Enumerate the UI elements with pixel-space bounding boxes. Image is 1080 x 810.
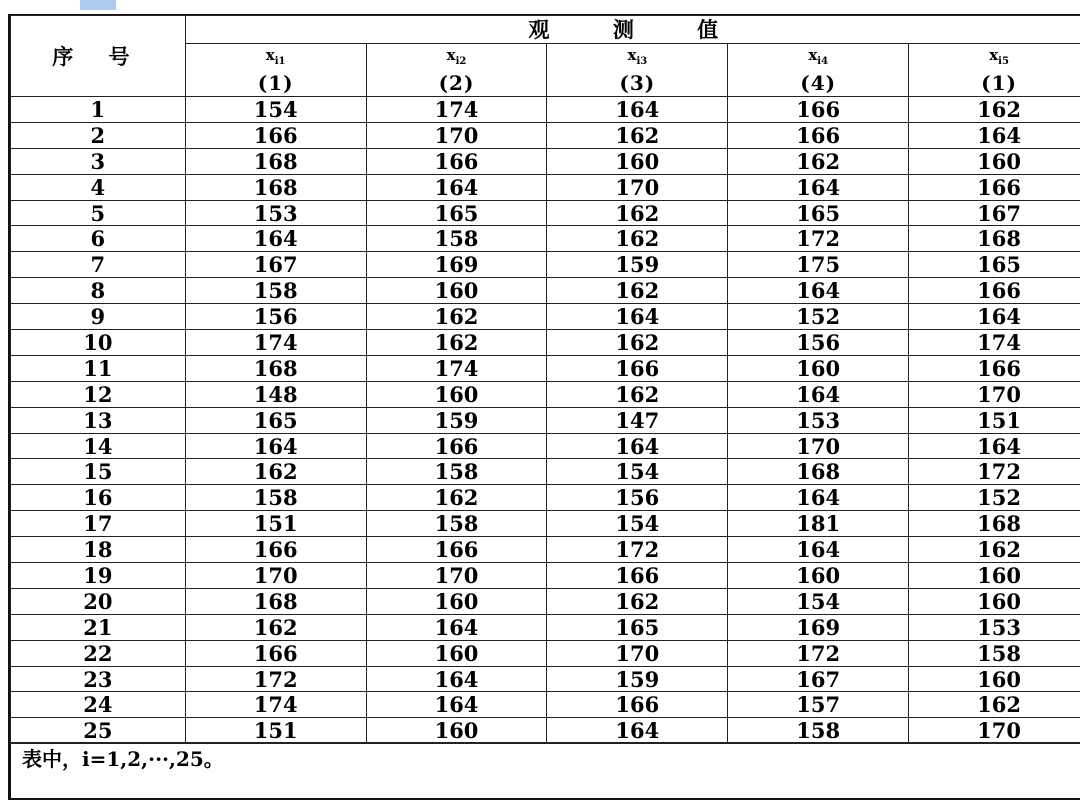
observation-cell: 172 [185,666,366,692]
variable-subscript: i5 [998,55,1009,67]
variable-subscript: i3 [636,55,648,67]
observation-cell: 165 [728,200,909,226]
observation-cell: 162 [547,330,728,356]
observation-cell: 147 [547,407,728,433]
observation-cell: 165 [366,200,547,226]
table-row [11,614,1080,640]
variable-name [728,45,908,67]
row-index: 25 [11,718,186,744]
observation-cell: 166 [909,355,1080,381]
observation-cell: 164 [728,537,909,563]
observation-cell: 168 [728,459,909,485]
observation-cell: 156 [185,304,366,330]
observation-table [10,15,1080,744]
table-row [11,407,1080,433]
variable-name [186,45,366,67]
observation-cell: 162 [185,614,366,640]
observation-cell: 160 [909,588,1080,614]
observation-cell: 164 [185,433,366,459]
observation-cell: 154 [728,588,909,614]
row-index: 9 [11,304,186,330]
observation-cell: 162 [728,148,909,174]
observation-cell: 160 [547,148,728,174]
observation-cell: 162 [547,588,728,614]
row-index: 18 [11,537,186,563]
observation-cell: 160 [366,588,547,614]
observation-cell: 174 [366,355,547,381]
row-index: 3 [11,148,186,174]
observation-cell: 162 [366,304,547,330]
row-index: 4 [11,174,186,200]
table-body [11,97,1080,744]
observation-cell: 175 [728,252,909,278]
observation-cell: 168 [185,174,366,200]
observation-cell: 169 [366,252,547,278]
column-header-2 [366,44,547,97]
observation-cell: 154 [185,97,366,123]
table-row [11,433,1080,459]
observation-cell: 153 [185,200,366,226]
observation-cell: 166 [185,537,366,563]
row-index: 1 [11,97,186,123]
variable-code: (1) [257,70,294,95]
observation-cell: 169 [728,614,909,640]
variable-symbol: x [627,45,637,64]
observation-cell: 166 [728,122,909,148]
observation-cell: 164 [366,614,547,640]
observation-cell: 166 [547,563,728,589]
observation-cell: 165 [547,614,728,640]
observation-cell: 160 [728,355,909,381]
observation-cell: 165 [185,407,366,433]
observation-cell: 164 [366,692,547,718]
column-header-3 [547,44,728,97]
table-note: 表中，i=1,2,···,25。 [22,747,224,771]
observation-cell: 151 [185,718,366,744]
observation-cell: 159 [366,407,547,433]
observation-cell: 162 [547,278,728,304]
row-index: 23 [11,666,186,692]
observation-cell: 162 [366,485,547,511]
table-row [11,252,1080,278]
table-row [11,459,1080,485]
observation-cell: 170 [547,640,728,666]
observation-cell: 168 [185,148,366,174]
observation-cell: 172 [728,640,909,666]
observation-cell: 170 [366,563,547,589]
table-row [11,174,1080,200]
observation-cell: 160 [366,718,547,744]
table-row [11,537,1080,563]
row-index: 6 [11,226,186,252]
observation-cell: 164 [547,718,728,744]
observation-cell: 164 [185,226,366,252]
column-header-1 [185,44,366,97]
observation-cell: 166 [909,174,1080,200]
table-row [11,278,1080,304]
observation-cell: 148 [185,381,366,407]
row-index: 15 [11,459,186,485]
observation-cell: 162 [547,200,728,226]
column-header-4 [728,44,909,97]
index-header: 序 号 [11,16,186,97]
observation-cell: 160 [366,278,547,304]
observation-cell: 166 [185,640,366,666]
observation-cell: 166 [728,97,909,123]
row-index: 16 [11,485,186,511]
observation-cell: 158 [185,485,366,511]
row-index: 5 [11,200,186,226]
variable-code: (2) [438,70,475,95]
observation-cell: 166 [366,433,547,459]
row-index: 12 [11,381,186,407]
row-index: 20 [11,588,186,614]
observation-cell: 162 [366,330,547,356]
observation-cell: 172 [547,537,728,563]
variable-subscript: i4 [817,55,829,67]
observation-cell: 166 [366,537,547,563]
observation-cell: 158 [909,640,1080,666]
observation-cell: 162 [185,459,366,485]
observation-cell: 174 [366,97,547,123]
table-row [11,692,1080,718]
observation-cell: 172 [728,226,909,252]
observation-cell: 164 [547,304,728,330]
table-row [11,511,1080,537]
observation-cell: 165 [909,252,1080,278]
observation-cell: 152 [909,485,1080,511]
observation-cell: 170 [547,174,728,200]
observation-cell: 166 [366,148,547,174]
table-row [11,666,1080,692]
observation-cell: 162 [547,122,728,148]
observation-cell: 162 [547,226,728,252]
variable-symbol: x [808,45,818,64]
observation-cell: 153 [728,407,909,433]
observation-cell: 166 [909,278,1080,304]
observation-cell: 157 [728,692,909,718]
table-row [11,381,1080,407]
observation-cell: 152 [728,304,909,330]
corner-highlight [80,0,116,10]
observation-cell: 160 [728,563,909,589]
observation-cell: 162 [547,381,728,407]
row-index: 17 [11,511,186,537]
observation-cell: 160 [366,640,547,666]
observation-cell: 168 [909,226,1080,252]
table-row [11,97,1080,123]
observation-cell: 174 [185,692,366,718]
observation-cell: 170 [909,381,1080,407]
table-row [11,200,1080,226]
variable-symbol: x [989,45,999,64]
variable-name [547,45,727,67]
variable-symbol: x [446,45,456,64]
observation-cell: 158 [366,459,547,485]
row-index: 19 [11,563,186,589]
variable-subscript: i1 [274,55,286,67]
observation-cell: 164 [547,97,728,123]
variable-name [909,45,1080,67]
observation-cell: 168 [185,355,366,381]
observation-cell: 164 [366,174,547,200]
observation-cell: 158 [185,278,366,304]
variable-subscript: i2 [455,55,467,67]
observation-cell: 158 [366,511,547,537]
table-row [11,355,1080,381]
observation-cell: 164 [728,485,909,511]
row-index: 14 [11,433,186,459]
table-row [11,718,1080,744]
observation-cell: 174 [185,330,366,356]
column-header-5 [909,44,1080,97]
observation-cell: 151 [909,407,1080,433]
observation-cell: 168 [909,511,1080,537]
variable-name [367,45,547,67]
row-index: 8 [11,278,186,304]
observation-cell: 172 [909,459,1080,485]
observation-cell: 164 [728,174,909,200]
row-index: 11 [11,355,186,381]
observation-cell: 166 [547,355,728,381]
variable-symbol: x [265,45,275,64]
table-row [11,304,1080,330]
table-row [11,148,1080,174]
observation-cell: 162 [909,537,1080,563]
observation-cell: 168 [185,588,366,614]
observation-cell: 164 [728,381,909,407]
table-row [11,122,1080,148]
observation-cell: 160 [909,666,1080,692]
row-index: 21 [11,614,186,640]
observation-cell: 174 [909,330,1080,356]
observation-cell: 158 [728,718,909,744]
table-row [11,588,1080,614]
observation-cell: 162 [909,692,1080,718]
observation-cell: 162 [909,97,1080,123]
observation-cell: 158 [366,226,547,252]
observation-cell: 167 [185,252,366,278]
observation-cell: 164 [366,666,547,692]
observation-cell: 164 [728,278,909,304]
row-index: 7 [11,252,186,278]
observation-cell: 164 [909,122,1080,148]
observation-cell: 156 [547,485,728,511]
observation-cell: 153 [909,614,1080,640]
row-index: 2 [11,122,186,148]
observation-cell: 160 [909,148,1080,174]
observation-cell: 154 [547,511,728,537]
observation-cell: 164 [547,433,728,459]
row-index: 13 [11,407,186,433]
variable-code: (1) [981,70,1017,95]
table-row [11,226,1080,252]
table-row [11,563,1080,589]
observation-cell: 181 [728,511,909,537]
variable-code: (4) [800,70,837,95]
table-row [11,640,1080,666]
observation-cell: 166 [547,692,728,718]
observation-cell: 156 [728,330,909,356]
observations-header: 观 测 值 [185,16,1080,44]
observation-cell: 170 [185,563,366,589]
observation-cell: 160 [366,381,547,407]
observation-cell: 170 [728,433,909,459]
observation-cell: 154 [547,459,728,485]
observation-cell: 159 [547,252,728,278]
table-row [11,485,1080,511]
observation-cell: 167 [909,200,1080,226]
observation-cell: 170 [909,718,1080,744]
observation-cell: 151 [185,511,366,537]
row-index: 24 [11,692,186,718]
observation-cell: 159 [547,666,728,692]
observation-cell: 166 [185,122,366,148]
observation-cell: 170 [366,122,547,148]
row-index: 10 [11,330,186,356]
observation-cell: 164 [909,304,1080,330]
table-row [11,330,1080,356]
observation-cell: 160 [909,563,1080,589]
observation-cell: 164 [909,433,1080,459]
variable-code: (3) [619,70,656,95]
observation-cell: 167 [728,666,909,692]
row-index: 22 [11,640,186,666]
